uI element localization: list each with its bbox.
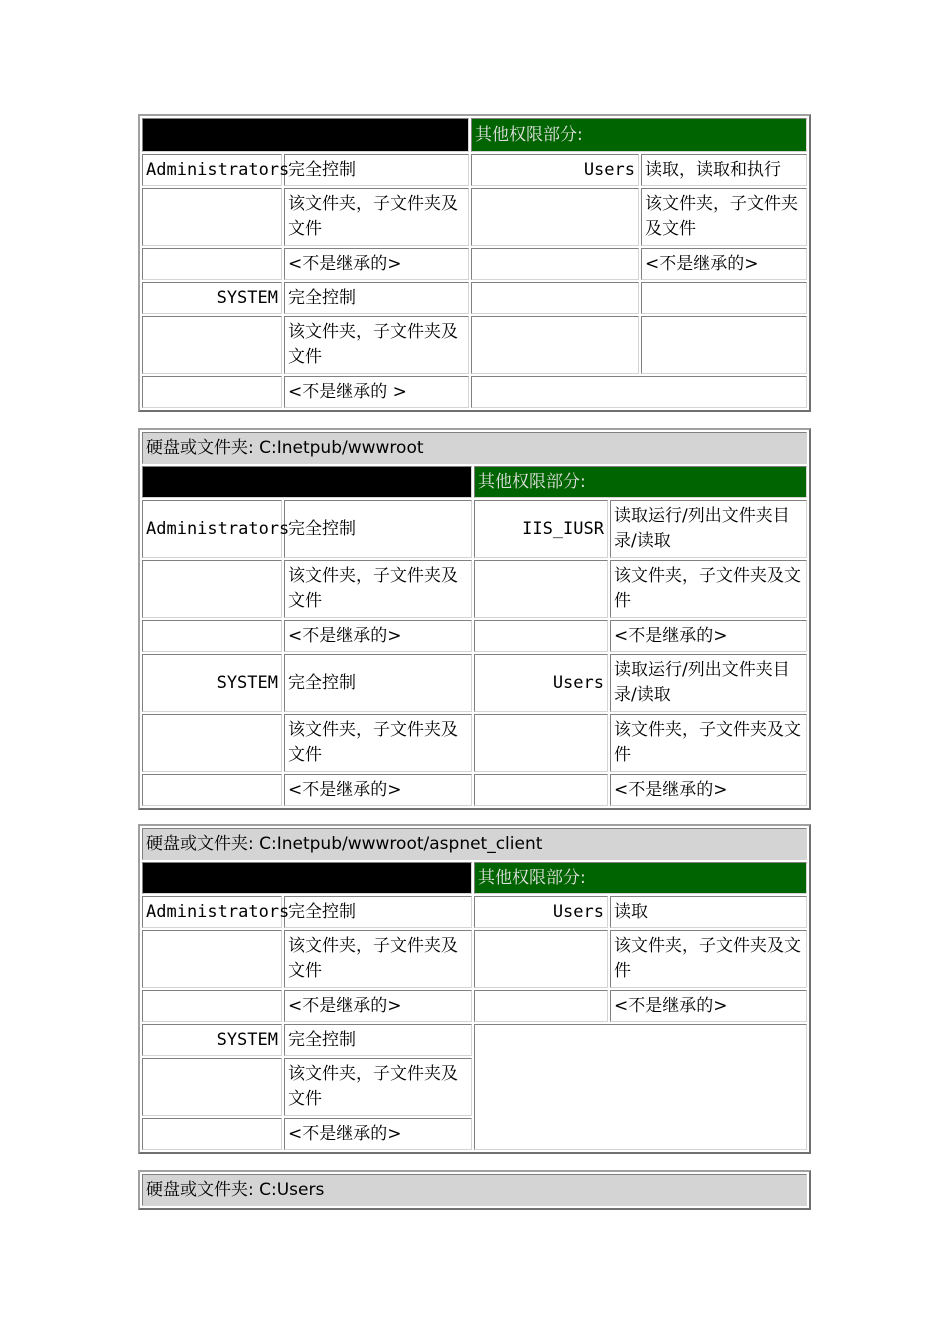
empty-cell	[142, 560, 282, 618]
scope-cell: 该文件夹，子文件夹及文件	[284, 316, 469, 374]
header-black-cell	[142, 466, 472, 498]
inheritance-cell: <不是继承的>	[284, 248, 469, 280]
empty-cell	[471, 282, 639, 314]
empty-cell	[474, 620, 608, 652]
scope-cell: 该文件夹，子文件夹及文件	[610, 714, 807, 772]
principal-cell: SYSTEM	[142, 654, 282, 712]
principal-cell: Users	[474, 654, 608, 712]
permission-cell: 完全控制	[284, 154, 469, 186]
permissions-table	[138, 824, 811, 1154]
folder-caption: 硬盘或文件夹: C:Inetpub/wwwroot	[142, 432, 807, 464]
scope-cell: 该文件夹，子文件夹及文件	[610, 560, 807, 618]
header-black-cell	[142, 118, 469, 152]
inheritance-cell: <不是继承的>	[284, 620, 472, 652]
inheritance-cell: <不是继承的>	[284, 990, 472, 1022]
principal-cell: IIS_IUSR	[474, 500, 608, 558]
empty-cell	[142, 248, 282, 280]
permission-cell: 读取	[610, 896, 807, 928]
scope-cell: 该文件夹，子文件夹及文件	[284, 930, 472, 988]
permission-cell: 完全控制	[284, 896, 472, 928]
scope-cell: 该文件夹，子文件夹及文件	[284, 1058, 472, 1116]
other-permissions-header: 其他权限部分:	[474, 862, 807, 894]
scope-cell: 该文件夹，子文件夹及文件	[284, 188, 469, 246]
principal-cell: Administrators	[142, 896, 282, 928]
folder-caption: 硬盘或文件夹: C:Inetpub/wwwroot/aspnet_client	[142, 828, 807, 860]
permissions-table-1	[138, 114, 811, 412]
permission-cell: 完全控制	[284, 1024, 472, 1056]
empty-cell	[474, 560, 608, 618]
empty-cell	[142, 376, 282, 408]
empty-cell	[142, 316, 282, 374]
principal-cell: Users	[474, 896, 608, 928]
empty-cell	[471, 376, 807, 408]
principal-cell: Users	[471, 154, 639, 186]
scope-cell: 该文件夹，子文件夹及文件	[284, 560, 472, 618]
permission-cell: 读取，读取和执行	[641, 154, 807, 186]
inheritance-cell: <不是继承的>	[641, 248, 807, 280]
permission-cell: 完全控制	[284, 654, 472, 712]
scope-cell: 该文件夹，子文件夹及文件	[610, 930, 807, 988]
principal-cell: Administrators	[142, 500, 282, 558]
inheritance-cell: <不是继承的>	[610, 774, 807, 806]
empty-cell	[471, 248, 639, 280]
principal-cell: Administrators	[142, 154, 282, 186]
empty-cell	[142, 774, 282, 806]
empty-cell	[142, 990, 282, 1022]
empty-cell	[142, 714, 282, 772]
principal-cell: SYSTEM	[142, 1024, 282, 1056]
empty-cell	[142, 1118, 282, 1150]
inheritance-cell: <不是继承的>	[610, 990, 807, 1022]
permissions-table-3	[138, 824, 811, 1154]
empty-cell	[474, 1024, 807, 1150]
inheritance-cell: <不是继承的>	[284, 1118, 472, 1150]
empty-cell	[641, 282, 807, 314]
permissions-table	[138, 114, 811, 412]
empty-cell	[142, 930, 282, 988]
inheritance-cell: <不是继承的>	[284, 774, 472, 806]
permissions-table-4	[138, 1170, 811, 1210]
permissions-table-2	[138, 428, 811, 810]
principal-cell: SYSTEM	[142, 282, 282, 314]
empty-cell	[474, 774, 608, 806]
empty-cell	[142, 188, 282, 246]
empty-cell	[142, 620, 282, 652]
permissions-table	[138, 1170, 811, 1210]
header-black-cell	[142, 862, 472, 894]
empty-cell	[474, 930, 608, 988]
permission-cell: 读取运行/列出文件夹目录/读取	[610, 654, 807, 712]
inheritance-cell: <不是继承的>	[610, 620, 807, 652]
permission-cell: 完全控制	[284, 500, 472, 558]
inheritance-cell: <不是继承的 >	[284, 376, 469, 408]
permissions-table	[138, 428, 811, 810]
other-permissions-header: 其他权限部分:	[471, 118, 807, 152]
other-permissions-header: 其他权限部分:	[474, 466, 807, 498]
scope-cell: 该文件夹，子文件夹及文件	[284, 714, 472, 772]
permission-cell: 完全控制	[284, 282, 469, 314]
scope-cell: 该文件夹，子文件夹及文件	[641, 188, 807, 246]
empty-cell	[471, 188, 639, 246]
empty-cell	[641, 316, 807, 374]
empty-cell	[474, 990, 608, 1022]
folder-caption: 硬盘或文件夹: C:Users	[142, 1174, 807, 1206]
empty-cell	[471, 316, 639, 374]
permission-cell: 读取运行/列出文件夹目录/读取	[610, 500, 807, 558]
empty-cell	[142, 1058, 282, 1116]
empty-cell	[474, 714, 608, 772]
